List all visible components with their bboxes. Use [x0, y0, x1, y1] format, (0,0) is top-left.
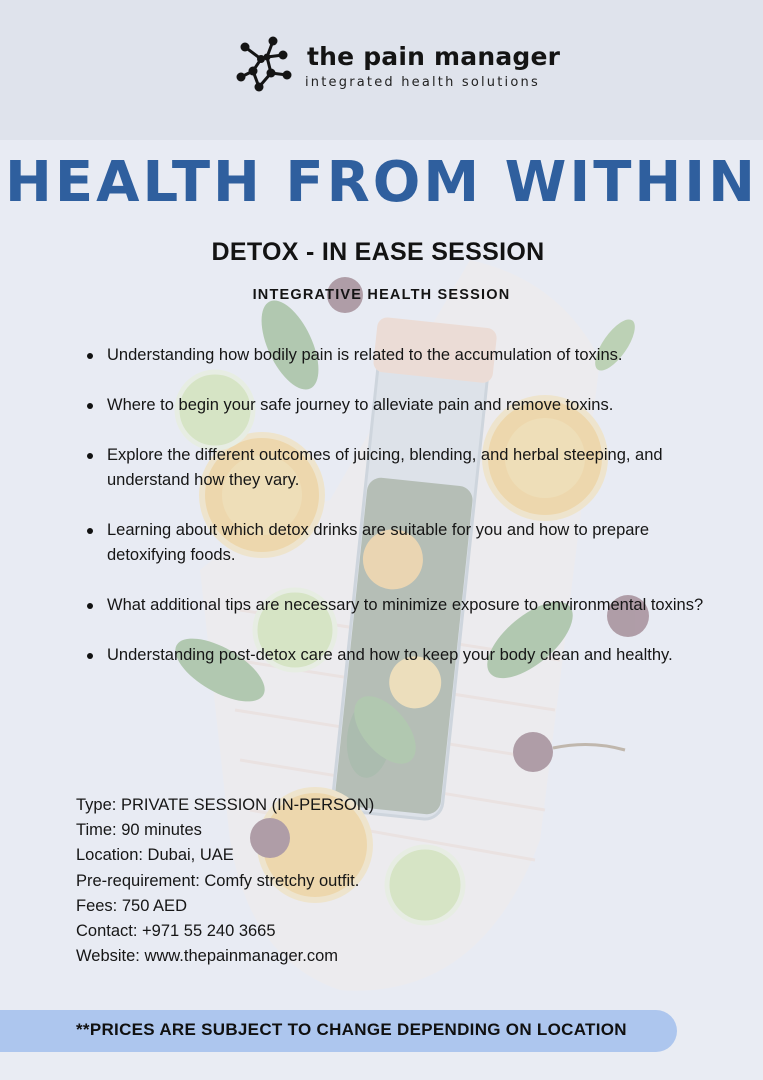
detail-location: Location: Dubai, UAE	[76, 846, 234, 865]
brand-logo	[233, 33, 561, 95]
list-item: Learning about which detox drinks are suitable for you and how to prepare detoxifying foods.	[84, 518, 704, 568]
price-notice-banner	[0, 1010, 677, 1052]
detail-fees: Fees: 750 AED	[76, 896, 187, 915]
list-item: Understanding how bodily pain is related to the accumulation of toxins.	[84, 343, 704, 368]
session-category: INTEGRATIVE HEALTH SESSION	[252, 287, 511, 303]
topics-list	[84, 343, 704, 693]
detail-prerequirement: Pre-requirement: Comfy stretchy outfit.	[76, 871, 360, 890]
molecule-logo-icon	[233, 33, 295, 95]
session-details	[76, 793, 496, 969]
detail-type: Type: PRIVATE SESSION (IN-PERSON)	[76, 796, 375, 814]
page-title: HEALTH FROM WITHIN	[4, 150, 758, 215]
detail-contact: Contact: +971 55 240 3665	[76, 922, 276, 941]
detail-website: Website: www.thepainmanager.com	[76, 947, 338, 966]
brand-name: the pain manager	[307, 42, 561, 71]
price-notice-text: **PRICES ARE SUBJECT TO CHANGE DEPENDING ON LOCATION	[76, 1020, 627, 1039]
brand-tagline: integrated health solutions	[305, 75, 540, 90]
detail-time: Time: 90 minutes	[76, 821, 202, 840]
list-item: Understanding post-detox care and how to keep your body clean and healthy.	[84, 643, 704, 668]
list-item: Where to begin your safe journey to alleviate pain and remove toxins.	[84, 393, 704, 418]
list-item: Explore the different outcomes of juicing, blending, and herbal steeping, and understand how they vary.	[84, 443, 704, 493]
list-item: What additional tips are necessary to minimize exposure to environmental toxins?	[84, 593, 704, 618]
session-subtitle: DETOX - IN EASE SESSION	[211, 238, 545, 266]
